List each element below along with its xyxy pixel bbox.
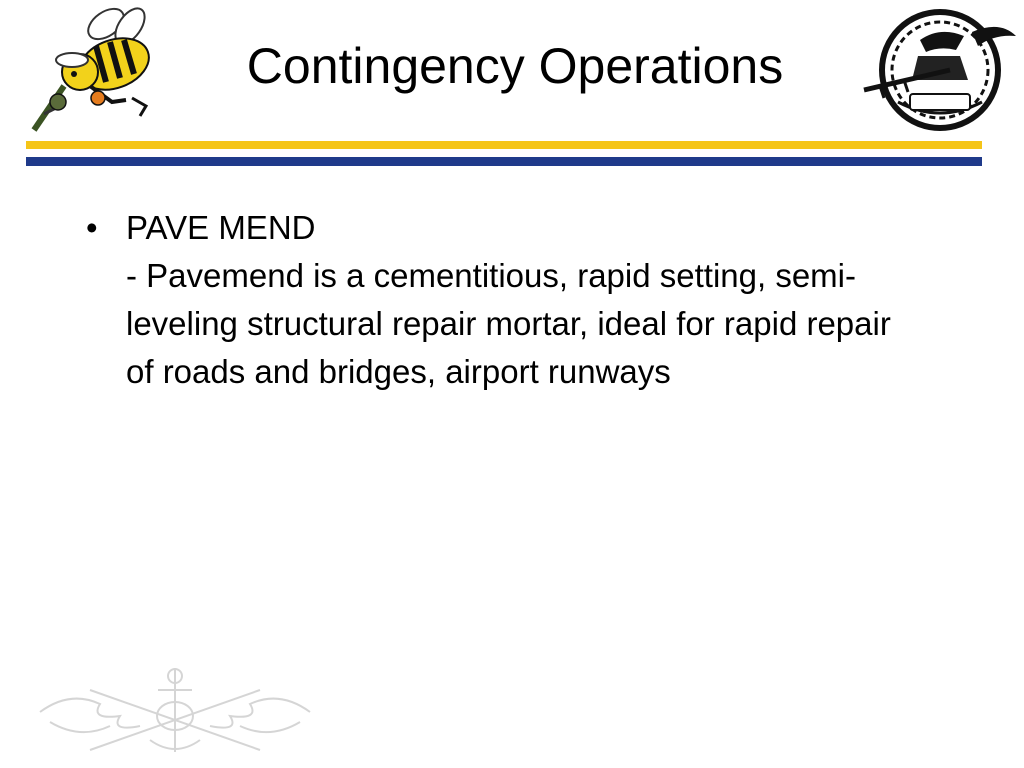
blue-divider-stripe (26, 157, 982, 166)
slide-body (86, 204, 926, 396)
gold-divider-stripe (26, 141, 982, 149)
seabee-combat-warfare-insignia-icon (30, 660, 320, 760)
seabee-mascot-icon (14, 2, 164, 138)
bullet-description: - Pavemend is a cementitious, rapid setting, semi-leveling structural repair mortar, ideal for rapid repair of roads and bridges, airport runways (126, 257, 891, 390)
bullet-item (86, 204, 926, 396)
slide-title: Contingency Operations (246, 38, 784, 94)
seabees-emblem-icon (860, 6, 1018, 138)
bullet-heading: PAVE MEND (126, 209, 316, 246)
bullet-marker: • (86, 209, 98, 246)
